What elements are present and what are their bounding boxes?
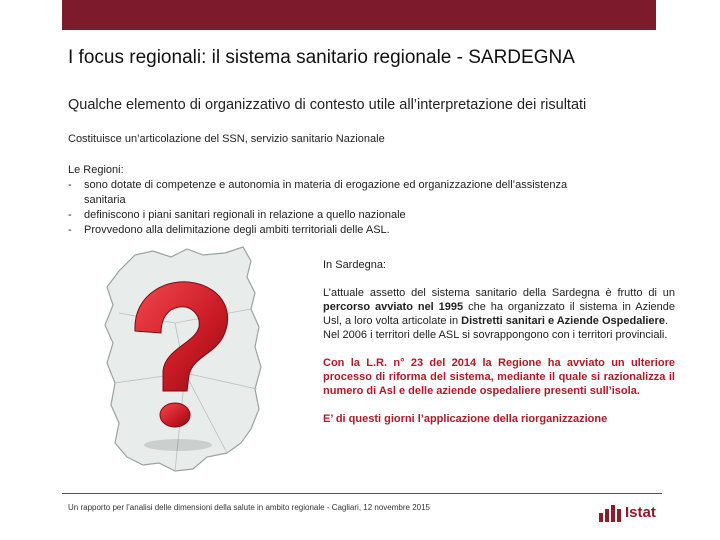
- paragraph-text: che ha organizzato il sistema in Aziende Usl, a loro volta articolate in: [323, 301, 675, 327]
- regions-heading: Le Regioni:: [68, 164, 124, 176]
- list-item: [68, 178, 648, 193]
- panel-heading: In Sardegna:: [323, 259, 386, 271]
- page-subtitle: Qualche elemento di organizzativo di contesto utile all’interpretazione dei risultati: [68, 97, 587, 113]
- bullet-dash: -: [68, 224, 72, 236]
- page-title: I focus regionali: il sistema sanitario regionale - SARDEGNA: [68, 47, 575, 68]
- paragraph-text: L’attuale assetto del sistema sanitario della Sardegna è frutto di un: [323, 287, 675, 299]
- top-banner: [62, 0, 656, 30]
- logo-wordmark: Istat: [625, 504, 656, 521]
- list-item: [68, 208, 648, 223]
- footer-divider: [62, 493, 662, 494]
- list-item-text: definiscono i piani sanitari regionali in relazione a quello nazionale: [84, 209, 406, 221]
- list-item: [68, 223, 648, 238]
- paragraph-text: .: [664, 315, 669, 327]
- spacer: [323, 342, 675, 356]
- paragraph-bold: Distretti sanitari e Aziende Ospedaliere: [461, 315, 665, 327]
- list-item-text: Provvedono alla delimitazione degli ambiti territoriali delle ASL.: [84, 224, 390, 236]
- bullet-dash: -: [68, 209, 72, 221]
- intro-line: Costituisce un’articolazione del SSN, servizio sanitario Nazionale: [68, 133, 385, 145]
- paragraph-assetto: [323, 286, 675, 328]
- sardinia-question-image: [75, 243, 310, 483]
- sardinia-info-panel: [323, 258, 675, 426]
- paragraph-2006: Nel 2006 i territori delle ASL si sovrappongono con i territori provinciali.: [323, 329, 668, 341]
- spacer: [323, 272, 675, 286]
- regions-list: [68, 163, 648, 238]
- paragraph-applicazione: E’ di questi giorni l’applicazione della riorganizzazione: [323, 413, 608, 425]
- paragraph-bold: percorso avviato nel 1995: [323, 301, 464, 313]
- list-item-continuation: sanitaria: [84, 194, 126, 206]
- bullet-dash: -: [68, 179, 72, 191]
- list-item-text: sono dotate di competenze e autonomia in materia di erogazione ed organizzazione dell’assistenza: [84, 179, 568, 191]
- footer-text: Un rapporto per l’analisi delle dimensioni della salute in ambito regionale - Cagliari, 12 novembre 2015: [68, 503, 430, 512]
- spacer: [323, 398, 675, 412]
- paragraph-riforma: Con la L.R. n° 23 del 2014 la Regione ha avviato un ulteriore processo di riforma del sistema, mediante il quale si razionalizza il numero di Asl e delle aziende ospedaliere presenti sull’isola.: [323, 357, 675, 397]
